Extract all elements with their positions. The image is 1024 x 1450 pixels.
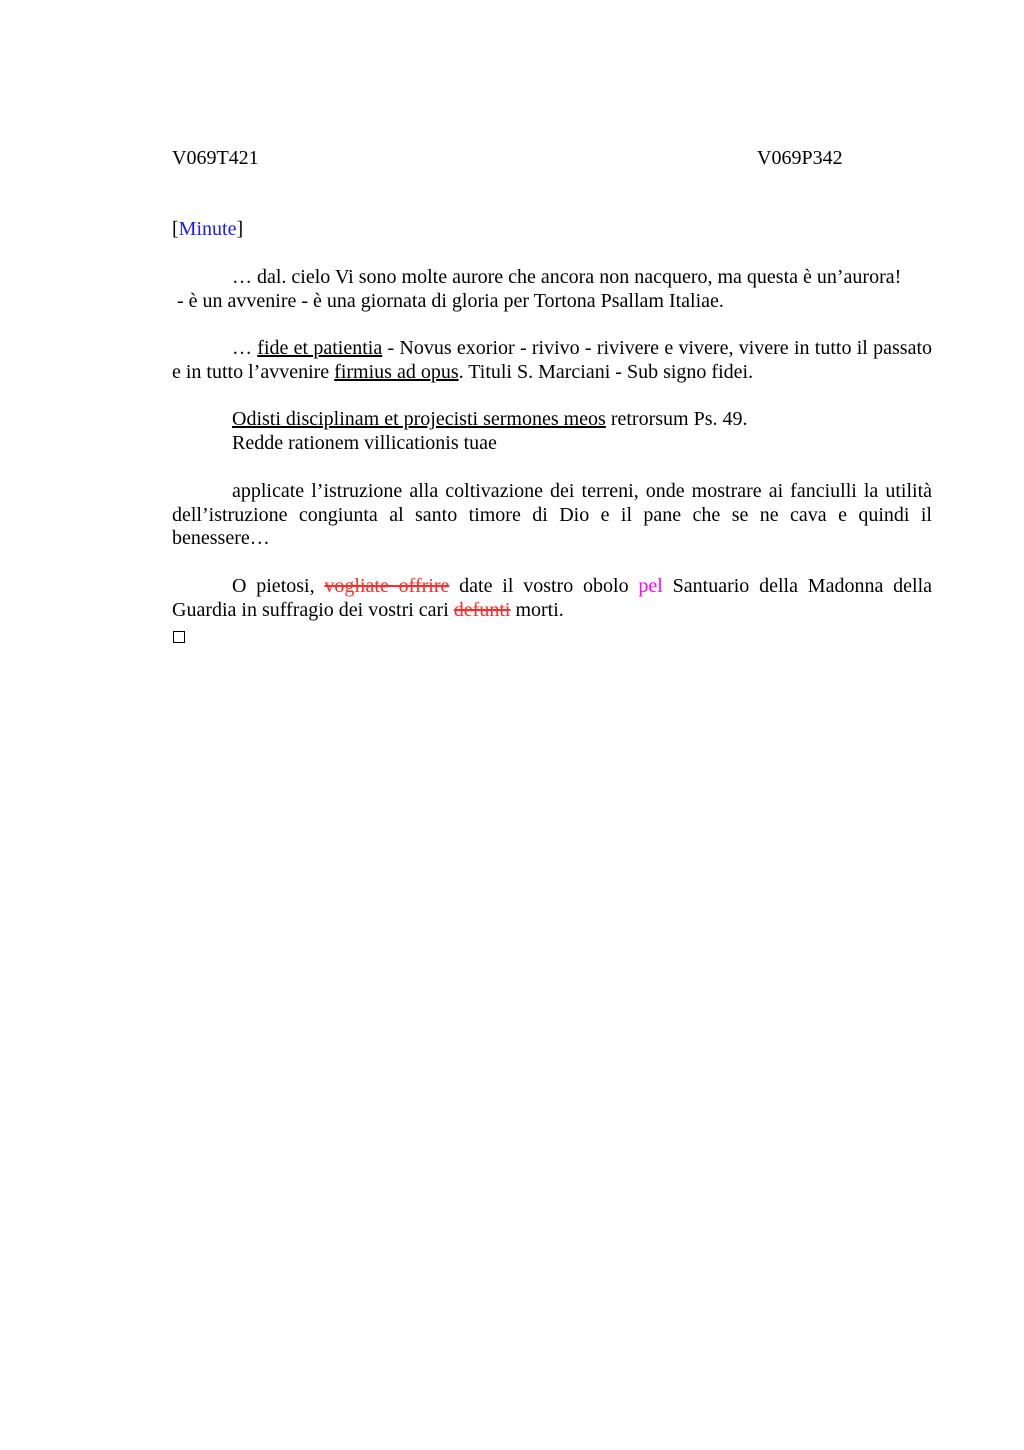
underlined-phrase-firmius: firmius ad opus (334, 360, 459, 383)
inserted-text-pel: pel (638, 575, 663, 597)
paragraph-3-line-2: Redde rationem villicationis tuae (232, 431, 497, 454)
paragraph-5-text-2: date il vostro obolo (449, 575, 639, 597)
paragraph-1-line-1: … dal. cielo Vi sono molte aurore che ancora non nacquero, ma questa è un’aurora! (232, 266, 902, 288)
paragraph-5-text-1: O pietosi, (232, 575, 325, 597)
paragraph-1-line-2: - è un avvenire - è una giornata di gloria per Tortona Psallam Italiae. (172, 289, 724, 312)
document-code-right: V069P342 (757, 147, 843, 169)
section-label-text: Minute (178, 218, 237, 240)
underlined-phrase-fide: fide et patientia (257, 337, 383, 359)
deleted-text-defunti: defunti (453, 598, 511, 621)
paragraph-2 (172, 337, 932, 384)
document-code-left: V069T421 (172, 147, 259, 169)
paragraph-1 (172, 266, 932, 313)
paragraph-4: applicate l’istruzione alla coltivazione dei terreni, onde mostrare ai fanciulli la utilità dell’istruzione congiunta al santo timore di Dio e il pane che se ne cava e quindi il benessere… (172, 480, 932, 549)
section-label (172, 218, 932, 242)
paragraph-5-text-3: Santuario della Madonna della Guardia in suffragio dei vostri cari (172, 575, 933, 621)
paragraph-2-lead: … (232, 337, 258, 359)
end-mark-square-icon (173, 626, 185, 649)
square-icon (173, 631, 185, 643)
paragraph-2-mid: - Novus exorior - rivivo - rivivere e vivere, vivere in tutto il passato e in tutto l’avvenire (172, 337, 932, 383)
paragraph-3 (172, 408, 932, 455)
bracket-close: ] (236, 218, 244, 240)
underlined-phrase-odisti: Odisti disciplinam et projecisti sermones meos (232, 408, 606, 430)
paragraph-5-text-4: morti. (510, 598, 564, 621)
bracket-open: [ (172, 218, 179, 240)
paragraph-2-tail: . Tituli S. Marciani - Sub signo fidei. (458, 360, 754, 383)
deleted-text-vogliate: vogliate offrire (324, 575, 450, 597)
paragraph-3-line-1 (172, 408, 932, 432)
paragraph-3-tail: retrorsum Ps. 49. (605, 408, 748, 430)
paragraph-5 (172, 575, 932, 622)
